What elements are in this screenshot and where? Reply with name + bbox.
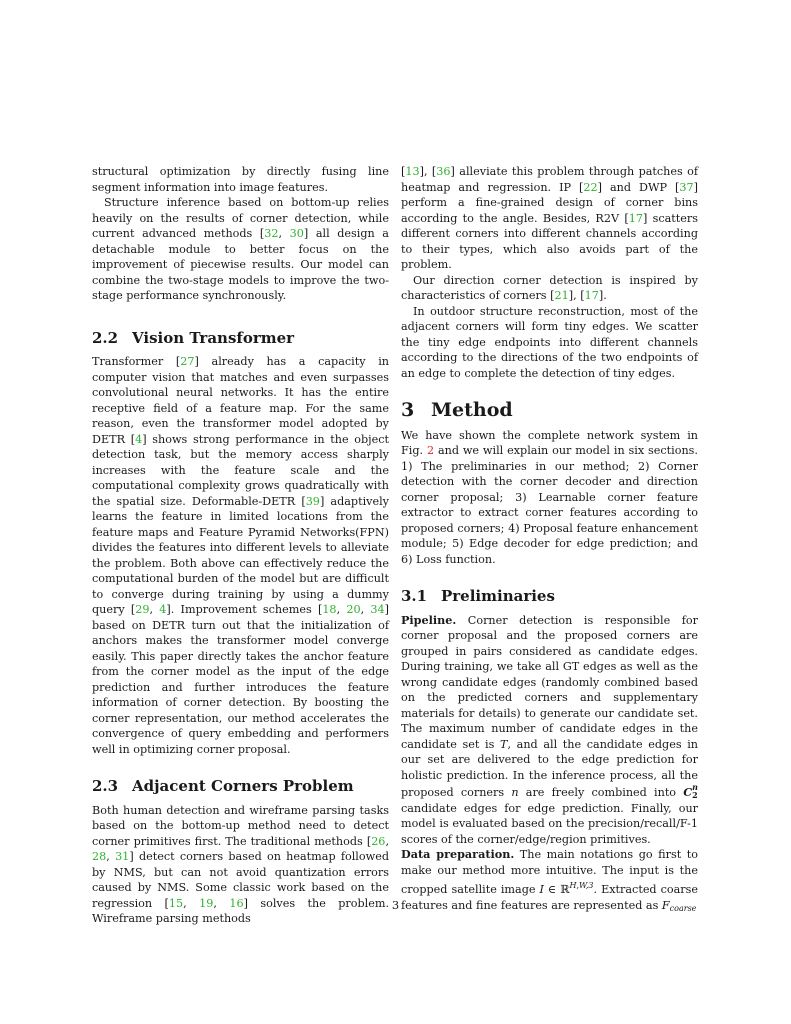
- citation-link[interactable]: 29: [135, 603, 150, 616]
- page-number: 3: [391, 898, 400, 912]
- citation-link[interactable]: 17: [584, 289, 599, 302]
- run-in-heading: Data preparation.: [401, 847, 515, 861]
- paragraph: Structure inference based on bottom-up relies heavily on the results of corner detection, while current advanced methods [32, 30] all design a detachable module to better focus on the improvement of piecewise results. Our model can combine the two-stage models to improve the two-stage performance synchronously.: [92, 196, 389, 302]
- math-symbol: T: [499, 737, 508, 751]
- figure-reference-link[interactable]: 2: [426, 444, 435, 457]
- citation-link[interactable]: 27: [180, 355, 195, 368]
- paragraph: Our direction corner detection is inspired by characteristics of corners [21], [17].: [401, 273, 698, 302]
- section-heading-2-3: 2.3 Adjacent Corners Problem: [92, 777, 354, 795]
- citation-link[interactable]: 16: [229, 896, 244, 910]
- citation-link[interactable]: 4: [135, 432, 143, 446]
- paragraph: [13], [36] alleviate this problem through patches of heatmap and regression. IP [22] and DWP [37] perform a fine-grained design of corner bins according to the angle. Besides, R2V [17] scatters different corners into different channels according to their types, which also avoids part of the problem.: [401, 165, 699, 271]
- citation-link[interactable]: 17: [628, 211, 643, 225]
- paragraph: structural optimization by directly fusing line segment information into image features.: [92, 165, 389, 194]
- citation-link[interactable]: 30: [289, 227, 304, 240]
- citation-link[interactable]: 34: [370, 603, 385, 616]
- paragraph: Transformer [27] already has a capacity in computer vision that matches and even surpasses convolutional neural networks. It has the entire receptive field of a feature map. For the same reason, even the transformer model adopted by DETR [4] shows strong performance in the object detection task, but the memory access sharply increases with the feature scale and the computational complexity grows quadratically with the spatial size. Deformable-DETR [39] adaptively learns the feature in limited locations from the feature maps and Feature Pyramid Networks(FPN) divides the features into different levels to alleviate the problem. Both above can effectively reduce the computational burden of the model but are difficult to converge during training by using a dummy query [29, 4]. Improvement schemes [18, 20, 34] based on DETR turn out that the initialization of anchors makes the transformer model converge easily. This paper directly takes the anchor feature from the corner model as the input of the edge prediction and further introduces the feature information of corner detection. By boosting the corner representation, our method accelerates the convergence of query embedding and performers well in optimizing corner proposal.: [92, 355, 389, 756]
- citation-link[interactable]: 39: [305, 494, 320, 508]
- citation-link[interactable]: 37: [679, 180, 694, 194]
- citation-link[interactable]: 18: [322, 603, 337, 616]
- section-heading-2-2: 2.2 Vision Transformer: [92, 328, 295, 347]
- citation-link[interactable]: 22: [583, 180, 598, 194]
- citation-link[interactable]: 13: [405, 165, 420, 178]
- citation-link[interactable]: 28: [92, 850, 107, 863]
- paragraph: We have shown the complete network system in Fig. 2 and we will explain our model in six sections. 1) The preliminaries in our method; 2) Corner detection with the corner decoder and direction corner proposal; 3) Learnable corner feature extractor to extract corner features according to proposed corners; 4) Proposal feature enhancement module; 5) Edge decoder for edge prediction; and 6) Loss function.: [401, 428, 698, 566]
- citation-link[interactable]: 32: [264, 227, 279, 240]
- paragraph: Data preparation. The main notations go first to make our method more intuitive. The input is the cropped satellite image I ∈ ℝ$^{H,W,3}$. Extracted coarse features and fine features are represented as $F_{coarse}$: [401, 847, 698, 913]
- math-symbol: $F_{coarse}$: [661, 898, 697, 913]
- run-in-heading: Pipeline.: [401, 612, 457, 627]
- math-symbol: C n 2: [683, 782, 698, 800]
- section-heading-3: 3 Method: [401, 399, 513, 421]
- citation-link[interactable]: 31: [115, 850, 130, 863]
- math-symbol: n: [511, 786, 519, 799]
- math-symbol: I ∈ ℝ$^{H,W,3}$: [539, 881, 594, 896]
- citation-link[interactable]: 36: [436, 165, 451, 178]
- citation-link[interactable]: 15: [168, 896, 184, 910]
- citation-link[interactable]: 4: [159, 603, 167, 616]
- citation-link[interactable]: 19: [199, 896, 214, 910]
- paragraph: Pipeline. Corner detection is responsible for corner proposal and the proposed corners are grouped in pairs considered as candidate edges. During training, we take all GT edges as well as the wrong candidate edges (randomly combined based on the predicted corners and supplementary materials for details) to generate our candidate set. The maximum number of candidate edges in the candidate set is T, and all the candidate edges in our set are delivered to the edge prediction for holistic prediction. In the inference process, all the proposed corners n are freely combined into C n 2 candidate edges for edge prediction. Finally, our model is evaluated based on the precision/recall/F-1 scores of the corner/edge/region primitives.: [401, 612, 698, 846]
- section-heading-3-1: 3.1 Preliminaries: [401, 587, 555, 605]
- citation-link[interactable]: 26: [371, 834, 386, 848]
- citation-link[interactable]: 20: [346, 603, 361, 616]
- paragraph: Both human detection and wireframe parsing tasks based on the bottom-up method need to detect corner primitives first. The traditional methods [26, 28, 31] detect corners based on heatmap followed by NMS, but can not avoid quantization errors caused by NMS. Some classic work based on the regression [15, 19, 16] solves the problem. Wireframe parsing methods: [92, 803, 389, 925]
- citation-link[interactable]: 21: [554, 289, 569, 302]
- left-column: [92, 164, 389, 927]
- right-column: [401, 164, 698, 916]
- paragraph: In outdoor structure reconstruction, most of the adjacent corners will form tiny edges. We scatter the tiny edge endpoints into different channels according to the directions of the two endpoints of an edge to complete the detection of tiny edges.: [401, 304, 698, 380]
